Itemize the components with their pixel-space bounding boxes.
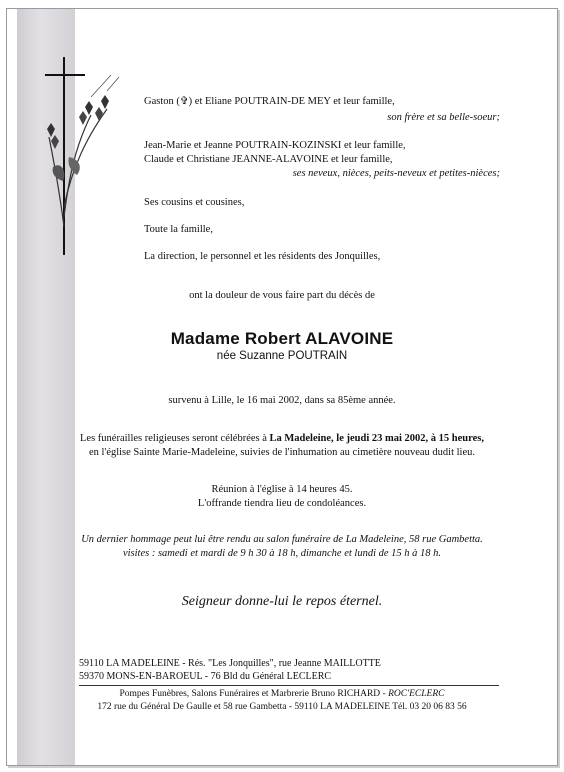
- family-line-1-relation: son frère et sa belle-soeur;: [387, 112, 500, 123]
- funeral-home-line: Pompes Funèbres, Salons Funéraires et Marbrerie Bruno RICHARD - ROC'ECLERC: [119, 689, 445, 699]
- family-line-1: Gaston (✞) et Eliane POUTRAIN-DE MEY et leur famille,: [144, 96, 395, 107]
- tribute-line-2: visites : samedi et mardi de 9 h 30 à 18 h, dimanche et lundi de 15 h à 18 h.: [122, 548, 442, 559]
- family-line-2: Jean-Marie et Jeanne POUTRAIN-KOZINSKI et leur famille,: [144, 140, 406, 151]
- maiden-name: née Suzanne POUTRAIN: [216, 350, 348, 362]
- funeral-home-address: 172 rue du Général De Gaulle et 58 rue Gambetta - 59110 LA MADELEINE Tél. 03 20 06 83 56: [97, 702, 467, 712]
- whole-family-line: Toute la famille,: [144, 224, 213, 235]
- family-line-3: Claude et Christiane JEANNE-ALAVOINE et leur famille,: [144, 154, 393, 165]
- address-line-2: 59370 MONS-EN-BAROEUL - 76 Bld du Général LECLERC: [79, 671, 332, 682]
- announcement-line: ont la douleur de vous faire part du décès de: [189, 290, 375, 301]
- funeral-line-2: en l'église Sainte Marie-Madeleine, suivies de l'inhumation au cimetière nouveau dudit lieu.: [88, 447, 476, 458]
- offering-line: L'offrande tiendra lieu de condoléances.: [197, 498, 367, 509]
- funeral-line-1: Les funérailles religieuses seront célébrées à La Madeleine, le jeudi 23 mai 2002, à 15 heures,: [80, 433, 484, 444]
- footer-divider: [79, 685, 499, 686]
- closing-prayer: Seigneur donne-lui le repos éternel.: [181, 594, 383, 609]
- deceased-name: Madame Robert ALAVOINE: [170, 329, 394, 348]
- cousins-line: Ses cousins et cousines,: [144, 197, 245, 208]
- family-line-3-relation: ses neveux, nièces, peits-neveux et petites-nièces;: [292, 168, 500, 179]
- address-line-1: 59110 LA MADELEINE - Rés. "Les Jonquilles", rue Jeanne MAILLOTTE: [79, 658, 381, 669]
- staff-line: La direction, le personnel et les résidents des Jonquilles,: [144, 251, 381, 262]
- funeral-notice-page: [6, 8, 558, 766]
- tribute-line-1: Un dernier hommage peut lui être rendu au salon funéraire de La Madeleine, 58 rue Gambetta.: [81, 534, 483, 545]
- death-details: survenu à Lille, le 16 mai 2002, dans sa 85ème année.: [168, 395, 396, 406]
- meeting-line: Réunion à l'église à 14 heures 45.: [211, 484, 353, 495]
- cross-and-wheat-icon: [39, 57, 121, 257]
